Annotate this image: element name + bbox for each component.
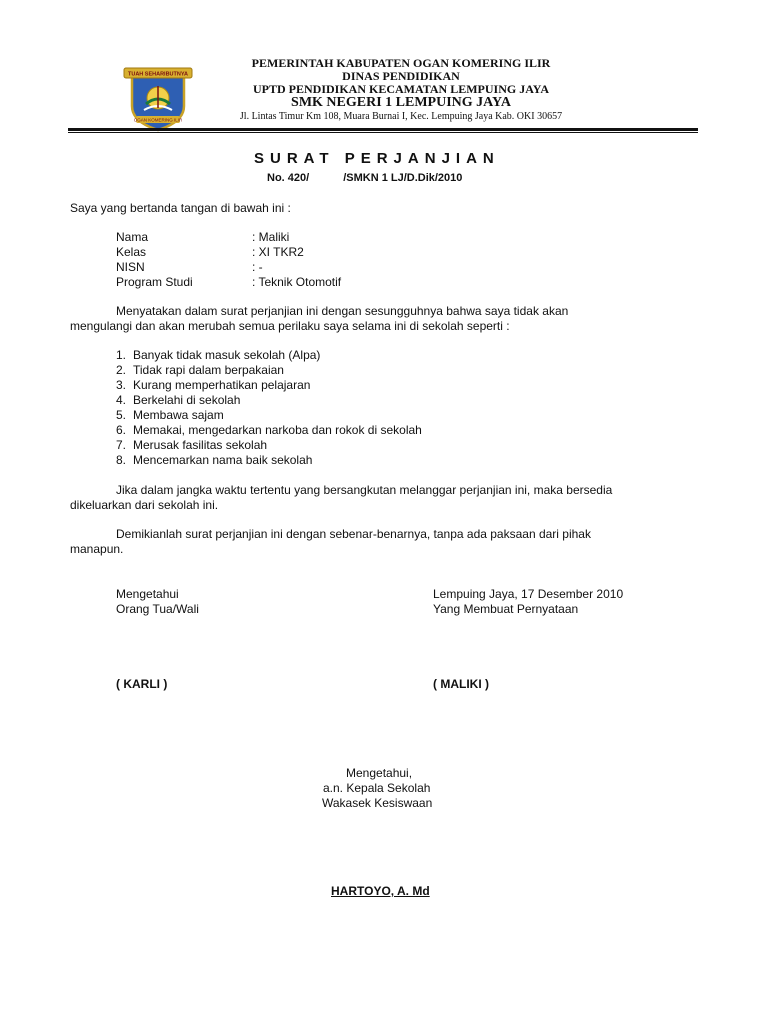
list-item: 2. Tidak rapi dalam berpakaian bbox=[116, 363, 284, 377]
identity-label-program: Program Studi bbox=[116, 275, 193, 289]
header-divider-thin bbox=[68, 132, 698, 133]
identity-label-nisn: NISN bbox=[116, 260, 145, 274]
header-address: Jl. Lintas Timur Km 108, Muara Burnai I, Kec. Lempuing Jaya Kab. OKI 30657 bbox=[239, 111, 563, 122]
list-item: 3. Kurang memperhatikan pelajaran bbox=[116, 378, 311, 392]
statement-line-2: mengulangi dan akan merubah semua perilaku saya selama ini di sekolah seperti : bbox=[70, 319, 510, 333]
closing-line-1: Demikianlah surat perjanjian ini dengan sebenar-benarnya, tanpa ada paksaan dari pihak bbox=[116, 527, 591, 541]
closing-line-2: manapun. bbox=[70, 542, 124, 556]
header-department-name: DINAS PENDIDIKAN bbox=[342, 69, 460, 83]
identity-value-program: : Teknik Otomotif bbox=[252, 275, 342, 289]
header-school-name: SMK NEGERI 1 LEMPUING JAYA bbox=[291, 95, 511, 110]
header-government-name: PEMERINTAH KABUPATEN OGAN KOMERING ILIR bbox=[251, 56, 551, 70]
signature-left-line-2: Orang Tua/Wali bbox=[116, 602, 199, 616]
approval-name: HARTOYO, A. Md bbox=[331, 884, 430, 898]
list-item: 8. Mencemarkan nama baik sekolah bbox=[116, 453, 313, 467]
list-item: 1. Banyak tidak masuk sekolah (Alpa) bbox=[116, 348, 321, 362]
svg-text:TUAH SEHARIBUTNYA: TUAH SEHARIBUTNYA bbox=[128, 71, 188, 78]
identity-value-class: : XI TKR2 bbox=[252, 245, 304, 259]
document-number-prefix: No. 420/ bbox=[267, 172, 310, 184]
consequence-line-2: dikeluarkan dari sekolah ini. bbox=[70, 498, 219, 512]
svg-text:OGAN KOMERING ILIR: OGAN KOMERING ILIR bbox=[133, 117, 183, 123]
signature-right-line-1: Lempuing Jaya, 17 Desember 2010 bbox=[433, 587, 624, 601]
list-item: 6. Memakai, mengedarkan narkoba dan rokok di sekolah bbox=[116, 423, 422, 437]
identity-value-nisn: : - bbox=[252, 260, 263, 274]
document-title: SURAT PERJANJIAN bbox=[254, 150, 500, 167]
signature-right-line-2: Yang Membuat Pernyataan bbox=[433, 602, 579, 616]
signature-right-name: ( MALIKI ) bbox=[433, 677, 489, 691]
signature-left-line-1: Mengetahui bbox=[116, 587, 179, 601]
approval-line-1: Mengetahui, bbox=[346, 766, 413, 780]
header-uptd-name: UPTD PENDIDIKAN KECAMATAN LEMPUING JAYA bbox=[252, 82, 549, 96]
consequence-line-1: Jika dalam jangka waktu tertentu yang bersangkutan melanggar perjanjian ini, maka bersedia bbox=[116, 483, 613, 497]
list-item: 7. Merusak fasilitas sekolah bbox=[116, 438, 268, 452]
identity-label-class: Kelas bbox=[116, 245, 147, 259]
identity-label-name: Nama bbox=[116, 230, 149, 244]
approval-line-2: a.n. Kepala Sekolah bbox=[323, 781, 431, 795]
statement-line-1: Menyatakan dalam surat perjanjian ini dengan sesungguhnya bahwa saya tidak akan bbox=[116, 304, 569, 318]
list-item: 4. Berkelahi di sekolah bbox=[116, 393, 241, 407]
list-item: 5. Membawa sajam bbox=[116, 408, 224, 422]
identity-value-name: : Maliki bbox=[252, 230, 290, 244]
regency-emblem-icon bbox=[122, 64, 194, 132]
approval-line-3: Wakasek Kesiswaan bbox=[322, 796, 433, 810]
document-number-suffix: /SMKN 1 LJ/D.Dik/2010 bbox=[343, 172, 463, 184]
intro-text: Saya yang bertanda tangan di bawah ini : bbox=[70, 201, 291, 215]
header-divider-thick bbox=[68, 128, 698, 131]
signature-left-name: ( KARLI ) bbox=[116, 677, 168, 691]
document-number bbox=[267, 172, 462, 184]
